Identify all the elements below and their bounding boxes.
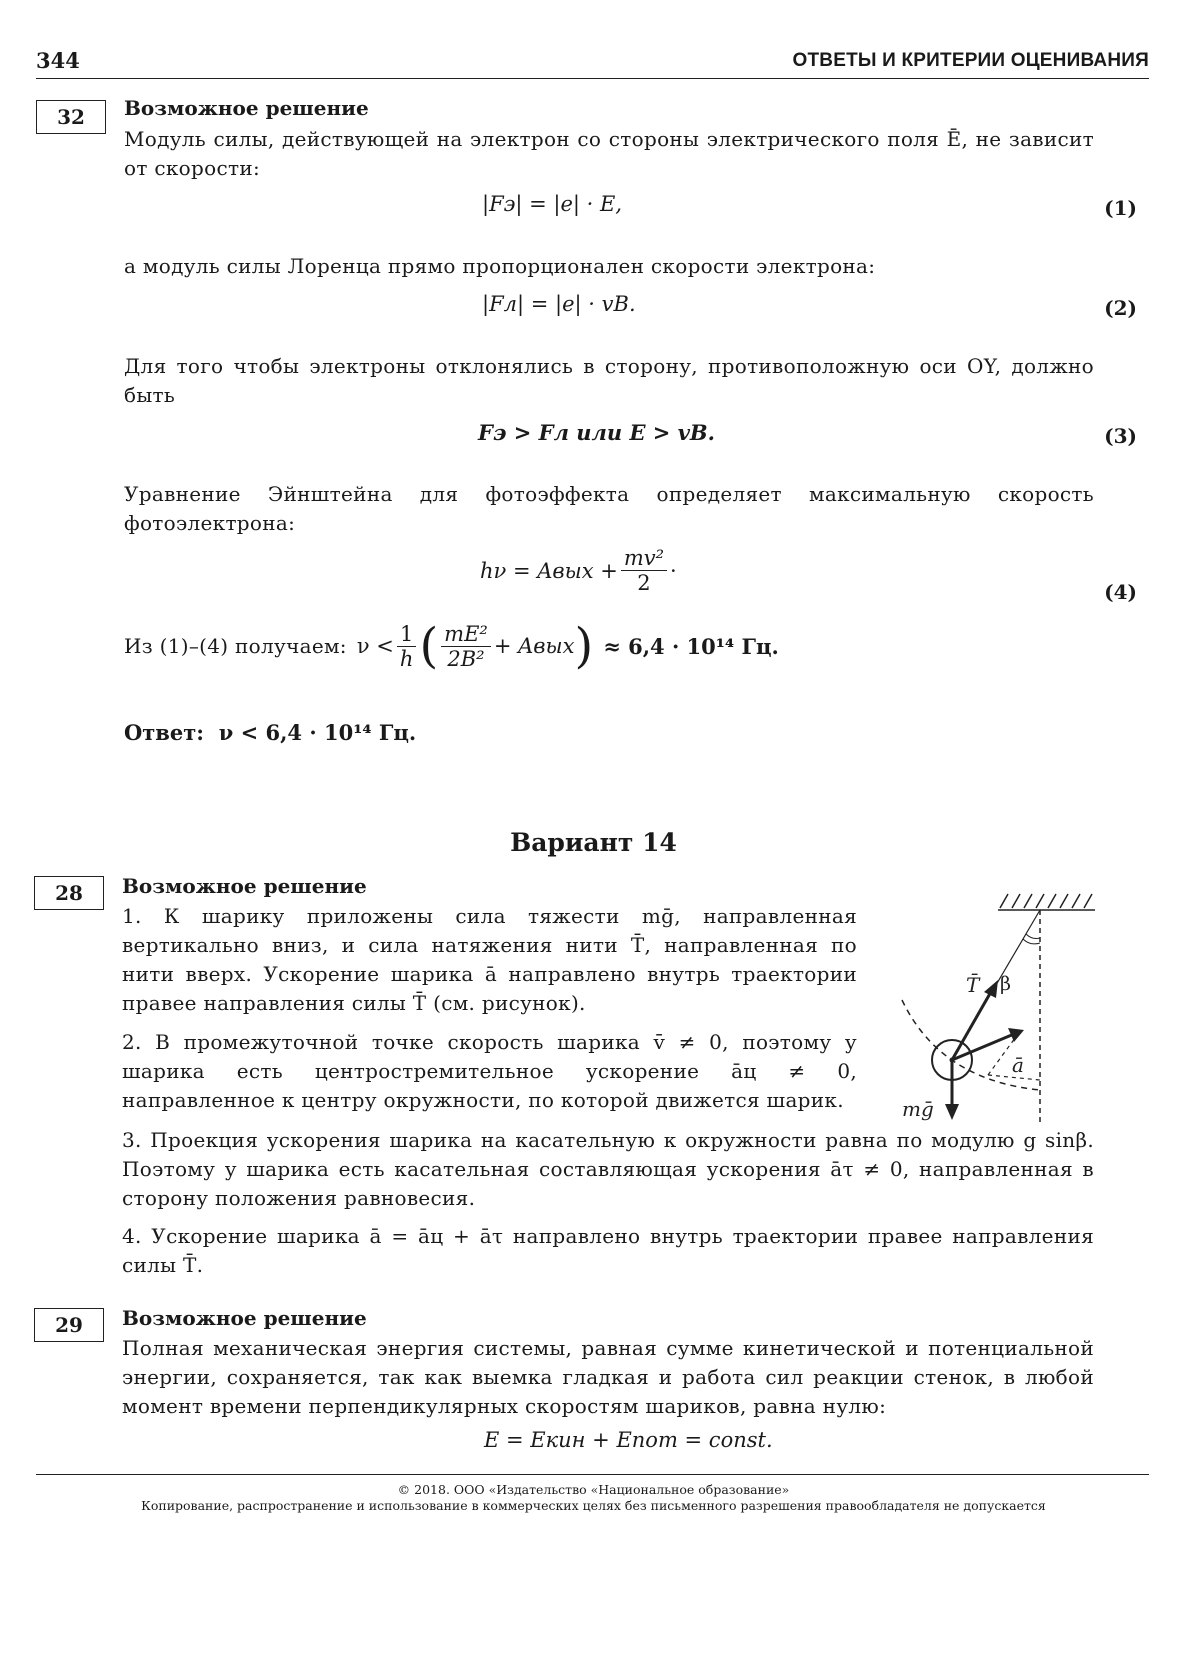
task32-paragraph-1: Модуль силы, действующей на электрон со стороны электрического поля Ē, не зависит от скорости: <box>124 127 1094 180</box>
footer-notice: Копирование, распространение и использование в коммерческих целях без письменного разрешения правообладателя не допускается <box>141 1498 1046 1513</box>
task28-item-2: 2. В промежуточной точке скорость шарика v̄ ≠ 0, поэтому у шарика есть центростремительное ускорение āц ≠ 0, направленное к центру окружности, по которой движется шарик. <box>122 1030 857 1112</box>
label-mg: mḡ <box>902 1097 934 1121</box>
task-number-box-29: 29 <box>34 1308 104 1342</box>
pendulum-figure <box>880 880 1105 1130</box>
tension-arrowhead <box>984 980 998 998</box>
beta-angle-arc <box>1026 934 1040 939</box>
acceleration-vector <box>952 1034 1014 1060</box>
tension-vector <box>952 990 992 1060</box>
task32-equation-4-number: (4) <box>1104 580 1137 604</box>
result-value: ≈ 6,4 · 10¹⁴ Гц. <box>603 633 779 659</box>
eq4-fraction-denominator: 2 <box>637 571 651 595</box>
task32-paragraph-2: а модуль силы Лоренца прямо пропорционален скорости электрона: <box>124 254 876 278</box>
task29-heading: Возможное решение <box>122 1306 367 1330</box>
answer-label: Ответ: <box>124 720 205 745</box>
result-from-label: Из (1)–(4) получаем: <box>124 634 347 658</box>
task32-equation-4: hν = Aвых + $\frac{\text{mv²}}{2}$ · <box>480 546 677 595</box>
label-T: T̄ <box>966 973 980 997</box>
gravity-arrowhead <box>945 1104 959 1120</box>
result-outer-denominator: h <box>399 646 414 671</box>
footer-copyright: © 2018. ООО «Издательство «Национальное образование» <box>397 1482 790 1497</box>
footer-rule <box>36 1474 1149 1475</box>
task28-item-3: 3. Проекция ускорения шарика на касательную к окружности равна по модулю g sinβ. Поэтому у шарика есть касательная составляющая ускорения āτ ≠ 0, направленная в сторону положения равновесия. <box>122 1128 1094 1210</box>
result-prefix: ν < <box>356 634 394 658</box>
task32-result-line <box>124 618 779 674</box>
task32-heading: Возможное решение <box>124 96 369 120</box>
result-inner-numerator: mE² <box>441 622 491 647</box>
task28-heading: Возможное решение <box>122 874 367 898</box>
task-number-box-32: 32 <box>36 100 106 134</box>
label-beta: β <box>1000 973 1011 995</box>
task29-equation: E = Eкин + Eпот = const. <box>484 1428 773 1452</box>
running-header-title: ОТВЕТЫ И КРИТЕРИИ ОЦЕНИВАНИЯ <box>792 50 1149 71</box>
result-inner-add: + Aвых <box>493 634 575 658</box>
task29-paragraph: Полная механическая энергия системы, равная сумме кинетической и потенциальной энергии, сохраняется, так как выемка гладкая и работа сил реакции стенок, в любой момент времени перпендикулярных скоростям шариков, равна нулю: <box>122 1336 1094 1418</box>
left-paren: ( <box>419 618 439 674</box>
beta-angle-arc-2 <box>1023 939 1040 944</box>
ceiling-hatch <box>998 894 1095 910</box>
task32-equation-3-number: (3) <box>1104 424 1137 448</box>
task32-paragraph-3: Для того чтобы электроны отклонялись в сторону, противоположную оси OY, должно быть <box>124 354 1094 407</box>
answer-value: ν < 6,4 · 10¹⁴ Гц. <box>218 720 417 745</box>
task32-paragraph-4: Уравнение Эйнштейна для фотоэффекта определяет максимальную скорость фотоэлектрона: <box>124 482 1094 535</box>
task32-equation-1: |Fэ| = |e| · E, <box>482 192 623 216</box>
variant-title: Вариант 14 <box>510 828 677 857</box>
task32-equation-2: |Fл| = |e| · vB. <box>482 292 636 316</box>
result-inner-denominator: 2B² <box>447 646 485 671</box>
right-paren: ) <box>574 618 594 674</box>
eq4-fraction-numerator: mv² <box>621 546 667 571</box>
task32-equation-2-number: (2) <box>1104 296 1137 320</box>
task-number-box-28: 28 <box>34 876 104 910</box>
page-number: 344 <box>36 48 80 73</box>
task32-equation-3: Fэ > Fл или E > vB. <box>478 420 715 445</box>
result-inner-fraction <box>441 622 491 671</box>
task32-equation-1-number: (1) <box>1104 196 1137 220</box>
task28-item-4: 4. Ускорение шарика ā = āц + āτ направлено внутрь траектории правее направления силы T̄. <box>122 1224 1094 1277</box>
task32-answer <box>124 720 416 745</box>
label-a: ā <box>1012 1053 1024 1077</box>
task28-item-1: 1. К шарику приложены сила тяжести mḡ, направленная вертикально вниз, и сила натяжения нити T̄, направленная по нити вверх. Ускорение шарика ā направлено внутрь траектории правее направления силы T̄ (см. рисунок). <box>122 904 857 1015</box>
eq4-lhs: hν = Aвых + <box>480 558 618 583</box>
eq4-fraction <box>621 546 667 595</box>
header-rule <box>36 78 1149 79</box>
result-outer-numerator: 1 <box>397 622 416 647</box>
result-outer-fraction <box>397 622 417 671</box>
